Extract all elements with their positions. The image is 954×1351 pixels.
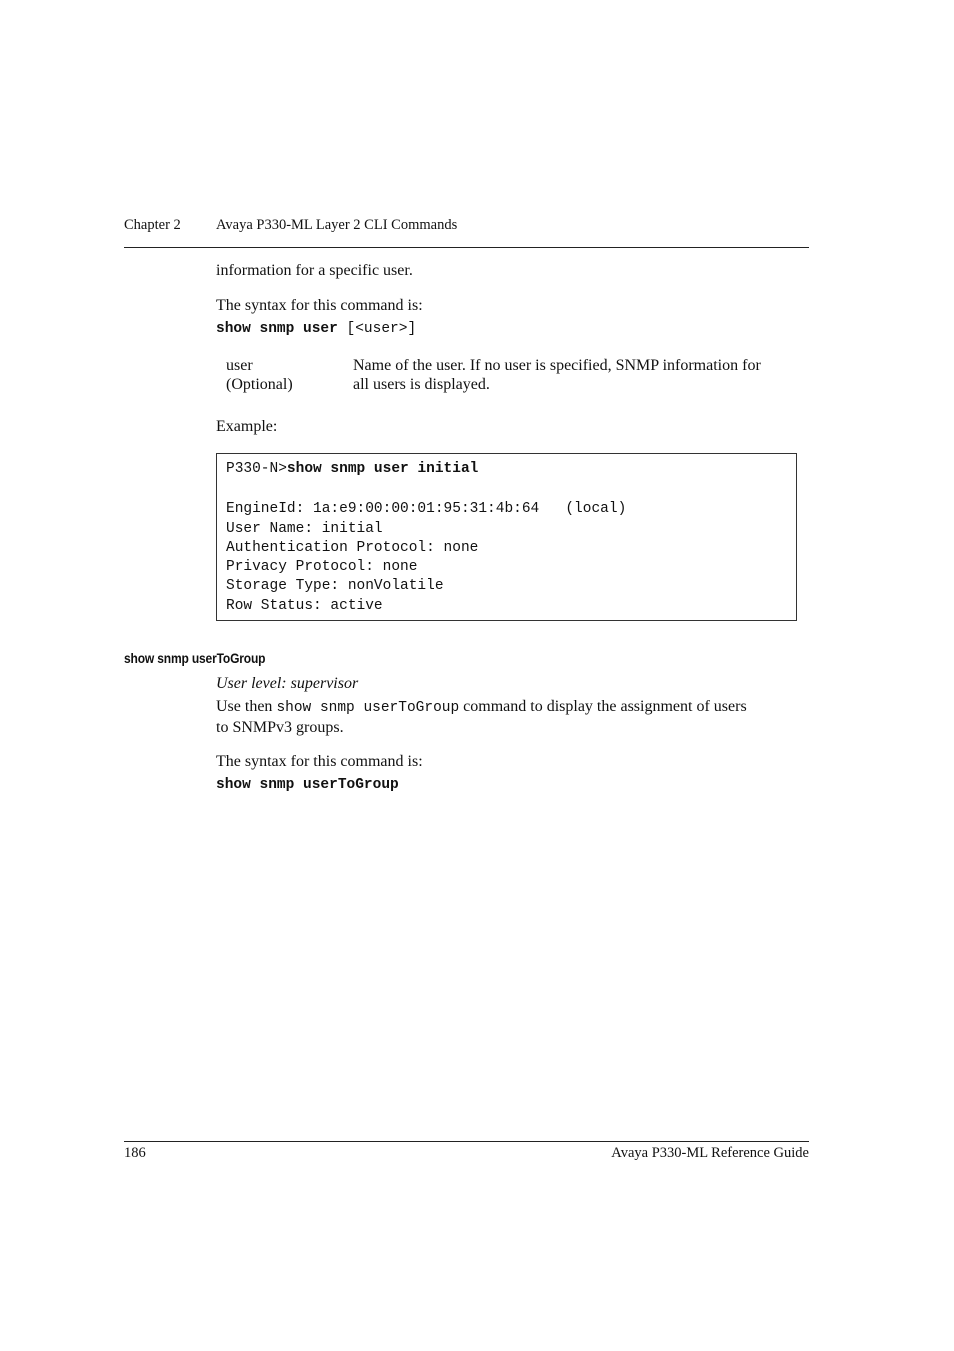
- code-output-line: Privacy Protocol: none: [226, 559, 418, 575]
- user-level: User level: supervisor: [216, 675, 359, 692]
- syntax-command: show snmp userToGroup: [216, 777, 399, 793]
- page-number: 186: [124, 1145, 146, 1161]
- syntax-intro: The syntax for this command is:: [216, 753, 423, 770]
- section-heading: show snmp userToGroup: [124, 650, 266, 666]
- running-header-chapter: Chapter 2: [124, 217, 181, 233]
- syntax-argument: [<user>]: [346, 321, 417, 337]
- code-output-line: EngineId: 1a:e9:00:00:01:95:31:4b:64 (local): [226, 501, 627, 517]
- param-description-line1: Name of the user. If no user is specified, SNMP information for: [353, 357, 761, 374]
- inline-code: show snmp userToGroup: [276, 700, 460, 716]
- code-output-line: User Name: initial: [226, 521, 383, 537]
- footer-divider: [124, 1141, 809, 1142]
- code-output-line: Storage Type: nonVolatile: [226, 578, 444, 594]
- param-name: user: [226, 357, 253, 374]
- running-header-title: Avaya P330-ML Layer 2 CLI Commands: [216, 217, 458, 233]
- description-line1: [216, 697, 808, 718]
- footer-guide-title: Avaya P330-ML Reference Guide: [611, 1145, 809, 1161]
- code-output-line: Authentication Protocol: none: [226, 540, 479, 556]
- code-command-line: [226, 460, 478, 478]
- code-command: show snmp user initial: [286, 461, 479, 477]
- syntax-line: [216, 321, 416, 337]
- param-description: [353, 356, 808, 394]
- example-code-box: [216, 453, 797, 621]
- description-text: Use then: [216, 698, 277, 715]
- description-paragraph: [216, 697, 808, 737]
- description-line2: to SNMPv3 groups.: [216, 719, 344, 736]
- header-divider: [124, 247, 809, 248]
- description-text: command to display the assignment of users: [459, 698, 747, 715]
- param-description-line2: all users is displayed.: [353, 376, 490, 393]
- example-label: Example:: [216, 418, 278, 435]
- continuation-paragraph: information for a specific user.: [216, 262, 413, 279]
- code-output-line: Row Status: active: [226, 598, 383, 614]
- syntax-command: show snmp user: [216, 321, 338, 337]
- syntax-intro: The syntax for this command is:: [216, 297, 423, 314]
- param-optional: (Optional): [226, 376, 293, 393]
- code-prompt: P330-N>: [226, 461, 287, 477]
